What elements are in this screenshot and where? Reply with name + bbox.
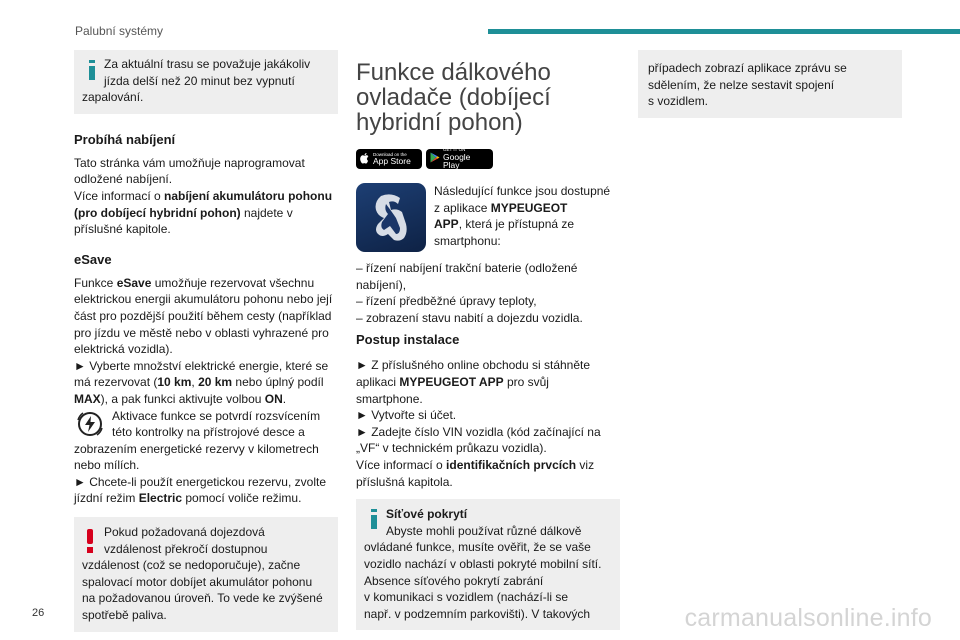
esave-warning-light-paragraph [74, 408, 338, 458]
column-2 [356, 50, 620, 630]
section-body [74, 155, 338, 238]
text-line: Více informací o nabíjení akumulátoru pohonu [74, 188, 333, 203]
text-line: elektrickou energii akumulátoru pohonu nebo její [74, 292, 333, 307]
text-line: ► Zadejte číslo VIN vozidla (kód začínající na [356, 424, 601, 439]
section-title: Funkce dálkového ovladače (dobíjecí hybridní pohon) [356, 59, 551, 136]
google-play-badge[interactable] [426, 149, 493, 169]
text-line: APP, která je přístupná ze [434, 217, 575, 232]
text-line: MAX), a pak funkci aktivujte volbou ON. [74, 391, 287, 406]
app-intro-text [434, 183, 610, 252]
text-line: má rezervovat (10 km, 20 km nebo úplný podíl [74, 375, 324, 390]
warning-icon [87, 529, 93, 553]
install-steps [356, 357, 620, 490]
note-line: vzdálenost (což se nedoporučuje), začne [82, 558, 301, 573]
text-line: jízdní režim Electric pomocí voliče režimu. [74, 491, 302, 506]
text-line: smartphone. [356, 391, 423, 406]
info-icon [371, 509, 377, 529]
info-icon [89, 60, 95, 80]
text-line: Více informací o identifikačních prvcích viz [356, 457, 595, 472]
info-note-box [356, 499, 620, 630]
note-line: vozidlo nachází v oblasti pokryté mobilní sítí. [364, 556, 602, 571]
text-line: zobrazením energetické rezervy v kilometrech [74, 441, 319, 456]
text-line: Následující funkce jsou dostupné [434, 184, 611, 198]
text-line: Funkce eSave umožňuje rezervovat všechnu [74, 275, 315, 290]
text-line: ► Z příslušného online obchodu si stáhněte [356, 358, 591, 373]
text-line: ► Vytvořte si účet. [356, 408, 457, 423]
text-line: odložené nabíjení. [74, 172, 173, 187]
note-line: na požadovanou úroveň. To vede ke zvýšené [82, 591, 323, 606]
note-line: zapalování. [82, 90, 144, 105]
note-line: Za aktuální trasu se považuje jakákoliv [104, 57, 311, 71]
section-heading: eSave [74, 251, 112, 267]
note-line: Pokud požadovaná dojezdová [104, 525, 265, 540]
text-line: „VF“ v technickém průkazu vozidla). [356, 441, 547, 456]
info-note-continuation [638, 50, 902, 118]
section-body [74, 275, 338, 507]
page-number: 26 [32, 607, 45, 619]
info-note-box [74, 50, 338, 114]
running-header: Palubní systémy [75, 24, 164, 38]
badge-small-text: GET IT ON [443, 147, 466, 153]
note-line: ovládané funkce, musíte ověřit, že se vaše [364, 540, 591, 555]
feature-list [356, 260, 620, 326]
app-store-badge[interactable] [356, 149, 422, 169]
column-1 [74, 50, 338, 632]
note-line: spotřebě paliva. [82, 608, 167, 623]
text-line: ► Chcete-li použít energetickou rezervu, zvolte [74, 474, 326, 489]
apple-icon [360, 152, 370, 167]
list-item: – řízení nabíjení trakční baterie (odložené [356, 261, 578, 275]
text-line: ► Vyberte množství elektrické energie, které se [74, 358, 329, 373]
app-intro [356, 183, 620, 252]
note-line: Abyste mohli používat různé dálkově [386, 523, 582, 538]
text-line: (pro dobíjecí hybridní pohon) najdete v [74, 205, 293, 220]
list-item: – zobrazení stavu nabití a dojezdu vozidla. [356, 310, 583, 325]
esave-warning-light-icon [74, 408, 106, 440]
badge-store-name: Google Play [443, 151, 471, 171]
note-line: s vozidlem. [648, 94, 709, 109]
note-line: sdělením, že nelze sestavit spojení [648, 77, 835, 92]
text-line: z aplikace MYPEUGEOT [434, 200, 568, 215]
list-item: – řízení předběžné úpravy teploty, [356, 294, 537, 309]
badge-small-text: Download on the [373, 151, 407, 157]
text-line: elektrická vozidla). [74, 342, 173, 357]
badge-store-name: App Store [373, 156, 411, 166]
text-line: smartphonu: [434, 233, 501, 248]
text-line: příslušná kapitola. [356, 474, 453, 489]
note-line: případech zobrazí aplikace zprávu se [648, 61, 847, 75]
text-line: pro jízdu ve městě nebo v oblasti vyhrazené pro [74, 325, 329, 340]
list-item: nabíjení), [356, 277, 407, 292]
warning-note-box [74, 517, 338, 632]
watermark: carmanualsonline.info [684, 604, 932, 632]
text-line: příslušné kapitole. [74, 222, 171, 237]
store-badges [356, 149, 620, 169]
note-line: např. v podzemním parkovišti). V takových [364, 606, 591, 621]
text-line: aplikaci MYPEUGEOT APP pro svůj [356, 374, 549, 389]
play-icon [430, 152, 440, 166]
note-line: vzdálenost překročí dostupnou [104, 541, 268, 556]
text-line: této kontrolky na přístrojové desce a [112, 425, 305, 440]
note-title: Síťové pokrytí [386, 507, 468, 522]
mypeugeot-app-icon [356, 183, 426, 252]
note-line: v komunikaci s vozidlem (nachází-li se [364, 590, 569, 605]
text-line: Tato stránka vám umožňuje naprogramovat [74, 155, 305, 170]
text-line: nebo mílích. [74, 458, 140, 473]
note-line: Absence síťového pokrytí zabrání [364, 573, 544, 588]
note-line: jízda delší než 20 minut bez vypnutí [104, 73, 295, 88]
header-accent-bar [488, 29, 960, 34]
column-3 [638, 50, 902, 118]
section-heading: Probíhá nabíjení [74, 131, 176, 147]
text-line: Aktivace funkce se potvrdí rozsvícením [112, 408, 321, 423]
note-line: spalovací motor dobíjet akumulátor pohonu [82, 574, 313, 589]
text-line: část pro pozdější použití během cesty (například [74, 308, 332, 323]
section-heading: Postup instalace [356, 332, 460, 348]
